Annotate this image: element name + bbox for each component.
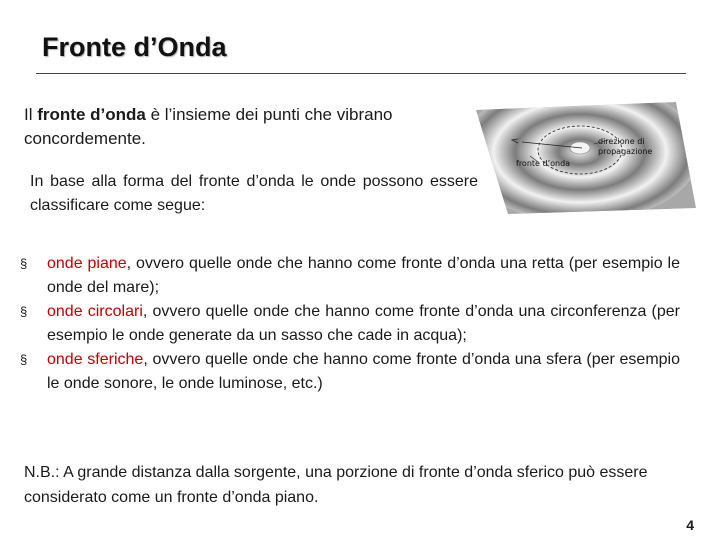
note-paragraph: N.B.: A grande distanza dalla sorgente, una porzione di fronte d’onda sferico può essere considerato come un fronte d’onda piano. (24, 464, 648, 506)
list-item (20, 348, 680, 396)
intro-paragraph (24, 103, 474, 151)
direction-label-1: direzione di (598, 137, 645, 146)
wave-types-list (20, 252, 680, 396)
intro-prefix: Il (24, 105, 38, 124)
title-divider (36, 73, 686, 74)
bullet-icon: § (20, 256, 28, 271)
item-text: , ovvero quelle onde che hanno come fronte d’onda una retta (per esempio le onde del mare); (47, 255, 680, 296)
list-item (20, 300, 680, 348)
bullet-icon: § (20, 304, 28, 319)
direction-label-2: propagazione (598, 147, 653, 156)
intro-term: fronte d’onda (37, 105, 146, 124)
item-text: , ovvero quelle onde che hanno come fronte d’onda una sfera (per esempio le onde sonore, le onde luminose, etc.) (47, 351, 680, 392)
page-title: Fronte d’Onda (42, 32, 227, 62)
term-circular: onde circolari (47, 303, 143, 320)
term-spherical: onde sferiche (47, 351, 144, 368)
wavefront-illustration (470, 100, 700, 220)
front-label: fronte d’onda (516, 159, 571, 168)
list-item (20, 252, 680, 300)
classification-intro: In base alla forma del fronte d’onda le onde possono essere classificare come segue: (30, 173, 478, 214)
item-text: , ovvero quelle onde che hanno come fronte d’onda una circonferenza (per esempio le onde generate da un sasso che cade in acqua); (47, 303, 681, 344)
page-number: 4 (686, 517, 694, 533)
bullet-icon: § (20, 352, 28, 367)
intro-suffix: è l’insieme dei punti che vibrano concordemente. (24, 105, 393, 148)
term-plane: onde piane (47, 255, 127, 272)
